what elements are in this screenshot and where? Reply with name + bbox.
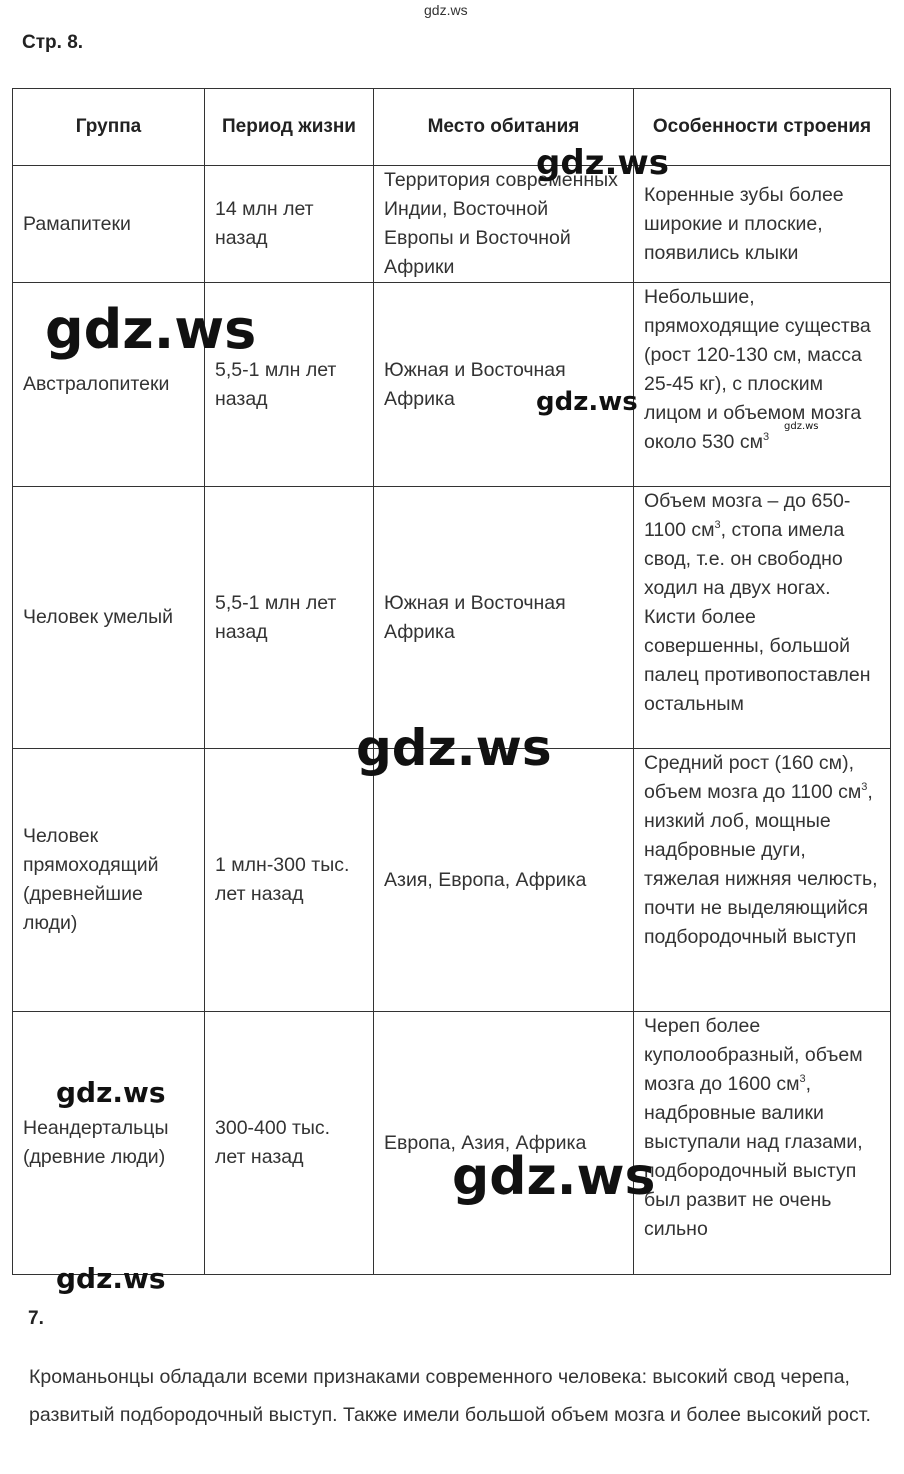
features-text: Коренные зубы более широкие и плоские, появились клыки <box>644 183 844 264</box>
cell-period: 14 млн лет назад <box>205 166 374 283</box>
cell-group: Неандертальцы (древние люди) <box>13 1012 205 1275</box>
cell-period: 5,5-1 млн лет назад <box>205 487 374 749</box>
top-watermark: gdz.ws <box>424 2 468 18</box>
header-features: Особенности строения <box>634 89 891 166</box>
table-row <box>13 749 891 1012</box>
features-text: , стопа имела свод, т.е. он свободно ходил на двух ногах. Кисти более совершенны, большой палец противопоставлен остальным <box>644 519 871 715</box>
watermark: gdz.ws <box>356 719 552 777</box>
table-header-row <box>13 89 891 166</box>
table-row <box>13 166 891 283</box>
cell-habitat: Азия, Европа, Африка <box>374 749 634 1012</box>
task-number: 7. <box>28 1308 44 1329</box>
watermark: gdz.ws <box>56 1262 166 1295</box>
superscript: 3 <box>861 781 868 793</box>
watermark: gdz.ws <box>56 1076 166 1109</box>
cell-habitat: Территория современных Индии, Восточной Европы и Восточной Африки <box>374 166 634 283</box>
cell-features <box>634 1012 891 1275</box>
cell-group: Человек умелый <box>13 487 205 749</box>
features-text: Объем мозга – до 650-1100 см <box>644 490 851 541</box>
features-text: , надбровные валики выступали над глазами, подбородочный выступ был развит не очень сильно <box>644 1073 863 1240</box>
features-text: , низкий лоб, мощные надбровные дуги, тяжелая нижняя челюсть, почти не выделяющийся подбородочный выступ <box>644 781 878 948</box>
header-group: Группа <box>13 89 205 166</box>
superscript: 3 <box>799 1073 806 1085</box>
header-period: Период жизни <box>205 89 374 166</box>
header-habitat: Место обитания <box>374 89 634 166</box>
cell-features <box>634 487 891 749</box>
features-text: Небольшие, прямоходящие существа (рост 120-130 см, масса 25-45 кг), с плоским лицом и объемом мозга около 530 см <box>644 286 871 453</box>
watermark: gdz.ws <box>784 421 819 432</box>
cell-habitat: Южная и Восточная Африка <box>374 283 634 487</box>
cell-group: Рамапитеки <box>13 166 205 283</box>
answer-text: Кроманьонцы обладали всеми признаками современного человека: высокий свод черепа, развитый подбородочный выступ. Также имели большой объем мозга и более высокий рост. <box>29 1366 871 1426</box>
superscript: 3 <box>714 519 721 531</box>
cell-period: 5,5-1 млн лет назад <box>205 283 374 487</box>
watermark: gdz.ws <box>536 143 670 183</box>
cell-features <box>634 166 891 283</box>
cell-period: 300-400 тыс. лет назад <box>205 1012 374 1275</box>
cell-habitat: Европа, Азия, Африка <box>374 1012 634 1275</box>
watermark: gdz.ws <box>536 387 638 417</box>
features-text: Череп более куполообразный, объем мозга до 1600 см <box>644 1015 863 1095</box>
cell-features <box>634 749 891 1012</box>
table-row <box>13 1012 891 1275</box>
cell-period: 1 млн-300 тыс. лет назад <box>205 749 374 1012</box>
table-row <box>13 487 891 749</box>
cell-habitat: Южная и Восточная Африка <box>374 487 634 749</box>
superscript: 3 <box>762 431 770 443</box>
watermark: gdz.ws <box>45 298 257 361</box>
features-text: Средний рост (160 см), объем мозга до 1100 см <box>644 752 862 803</box>
cell-features <box>634 283 891 487</box>
cell-group: Человек прямоходящий (древнейшие люди) <box>13 749 205 1012</box>
cell-group: Австралопитеки <box>13 283 205 487</box>
page-reference: Стр. 8. <box>22 32 84 53</box>
watermark: gdz.ws <box>452 1147 656 1207</box>
